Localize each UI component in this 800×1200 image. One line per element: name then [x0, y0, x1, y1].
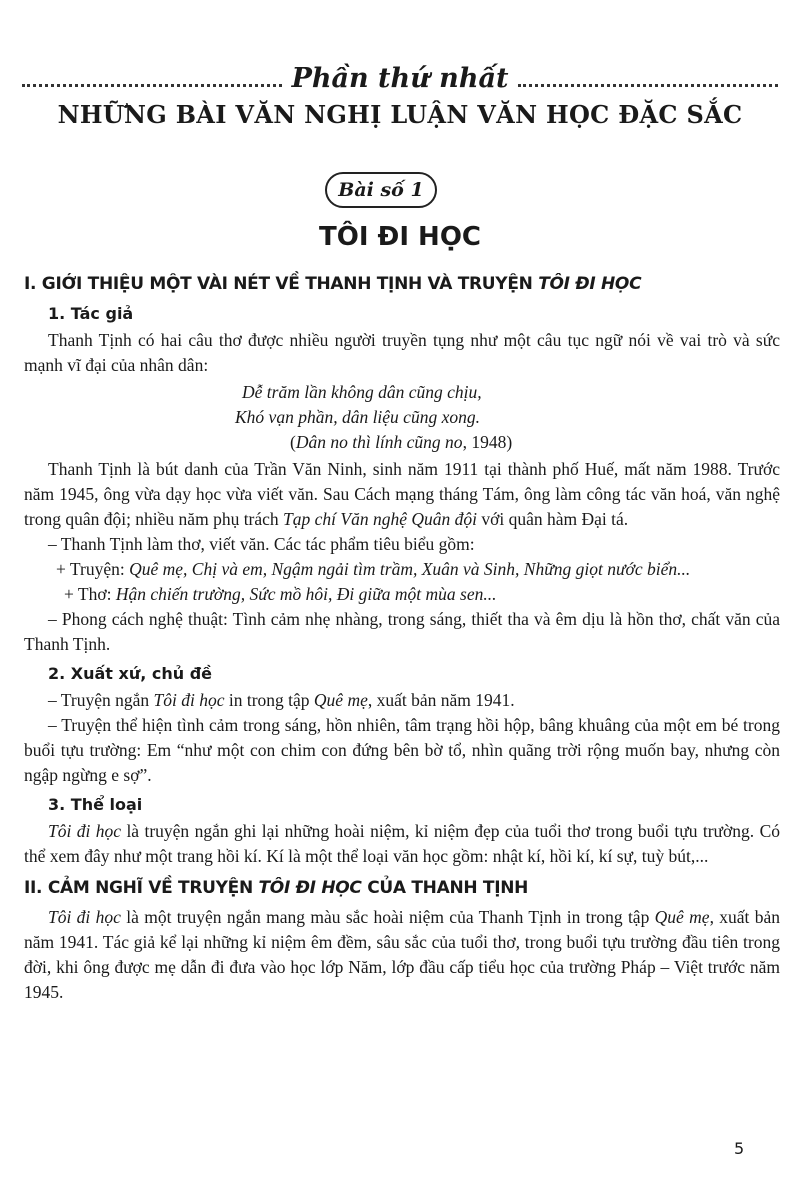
poem-source: (Dân no thì lính cũng no, 1948): [290, 432, 513, 452]
genre-text: là truyện ngắn ghi lại những hoài niệm, kỉ niệm đẹp của tuổi thơ trong buổi tựu trường. Có thể xem đây như một trang hồi kí. Kí là một thể loại văn học gồm: nhật kí, hồi kí, kí sự, tuỳ bút,...: [24, 821, 780, 866]
poems-list: [24, 582, 780, 607]
section-1-heading-title: TÔI ĐI HỌC: [538, 274, 642, 294]
section-2-heading-suffix: CỦA THANH TỊNH: [367, 878, 529, 898]
origin-line-e: , xuất bản năm 1941.: [367, 690, 515, 710]
genre-story-title: Tôi đi học: [48, 821, 122, 841]
poem-source-year: 1948: [471, 432, 507, 452]
reflection-story-title: Tôi đi học: [48, 907, 121, 927]
genre-paragraph: [24, 819, 780, 869]
poem-line-1: Dễ trăm lần không dân cũng chịu,: [242, 382, 482, 402]
lesson-badge: Bài số 1: [325, 172, 437, 208]
origin-collection: Quê mẹ: [313, 690, 368, 710]
page-number: 5: [734, 1139, 745, 1158]
reflection-paragraph: [24, 905, 780, 1005]
author-bio-text: Thanh Tịnh là bút danh của Trần Văn Ninh, sinh năm 1911 tại thành phố Huế, mất năm 1988. Trước năm 1945, ông vừa dạy học vừa viết văn. Sau Cách mạng tháng Tám, ông làm công tác văn hoá, văn nghệ trong quân đội; nhiều năm phụ trách: [24, 459, 780, 529]
poems-titles: Hận chiến trường, Sức mồ hôi, Đi giữa một mùa sen...: [115, 584, 497, 604]
author-intro-paragraph: Thanh Tịnh có hai câu thơ được nhiều người truyền tụng như một câu tục ngữ nói về vai trò và sức mạnh vĩ đại của nhân dân:: [24, 330, 780, 375]
poem-line-2: Khó vạn phần, dân liệu cũng xong.: [235, 407, 480, 427]
poem-quote: [24, 380, 780, 455]
stories-titles: Quê mẹ, Chị và em, Ngậm ngải tìm trầm, Xuân và Sinh, Những giọt nước biển...: [129, 559, 691, 579]
origin-line-c: in trong tập: [228, 690, 310, 710]
section-1-heading: [24, 271, 780, 297]
reflection-text-a: là một truyện ngắn mang màu sắc hoài niệm của Thanh Tịnh in trong tập: [126, 907, 650, 927]
poem-source-title: Dân no thì lính cũng no: [295, 432, 463, 452]
dotted-rule-left: [22, 84, 282, 87]
section-1-heading-text: I. GIỚI THIỆU MỘT VÀI NÉT VỀ THANH TỊNH VÀ TRUYỆN: [24, 274, 533, 294]
author-bio-end: với quân hàm Đại tá.: [481, 509, 629, 529]
subsection-genre-heading: 3. Thể loại: [48, 795, 143, 814]
stories-list: [24, 557, 780, 582]
origin-story-title: Tôi đi học: [153, 690, 225, 710]
art-style-paragraph: – Phong cách nghệ thuật: Tình cảm nhẹ nhàng, trong sáng, thiết tha và êm dịu là hồn thơ, chất văn của Thanh Tịnh.: [24, 609, 780, 654]
author-bio-paragraph: [24, 457, 780, 532]
reflection-collection: Quê mẹ: [654, 907, 710, 927]
subsection-author-heading: 1. Tác giả: [48, 304, 134, 323]
stories-label: + Truyện:: [56, 559, 125, 579]
dotted-rule-right: [518, 84, 778, 87]
journal-name: Tạp chí Văn nghệ Quân đội: [283, 509, 477, 529]
section-2-heading-title: TÔI ĐI HỌC: [258, 878, 362, 898]
reflection-text-b: , xuất bản năm 1941. Tác giả kể lại những kỉ niệm êm đềm, sâu sắc của tuổi thơ, trong buổi tựu trường đầu tiên trong đời, khi ông được mẹ dẫn đi đưa vào học lớp Năm, lớp đầu cấp tiểu học của trường Pháp – Việt trước năm 1945.: [24, 907, 781, 1002]
subsection-origin-heading: 2. Xuất xứ, chủ đề: [48, 664, 213, 683]
section-2-heading: [24, 875, 780, 901]
part-header: [22, 58, 778, 98]
part-title: Phần thứ nhất: [291, 62, 509, 94]
poems-label: + Thơ:: [64, 584, 112, 604]
section-2-heading-prefix: II. CẢM NGHĨ VỀ TRUYỆN: [24, 878, 253, 898]
origin-line-a: – Truyện ngắn: [48, 690, 150, 710]
origin-line: [24, 688, 780, 713]
lesson-title: TÔI ĐI HỌC: [318, 222, 482, 252]
main-title: NHỮNG BÀI VĂN NGHỊ LUẬN VĂN HỌC ĐẶC SẮC: [57, 100, 743, 129]
page-content: [24, 271, 780, 1005]
theme-paragraph: – Truyện thể hiện tình cảm trong sáng, hồn nhiên, tâm trạng hồi hộp, bâng khuâng của một em bé trong buổi tựu trường: Em “như một con chim con đứng bên bờ tổ, nhìn quãng trời rộng muốn bay, nhưng còn ngập ngừng e sợ”.: [24, 715, 780, 785]
works-intro: – Thanh Tịnh làm thơ, viết văn. Các tác phẩm tiêu biểu gồm:: [48, 534, 475, 554]
